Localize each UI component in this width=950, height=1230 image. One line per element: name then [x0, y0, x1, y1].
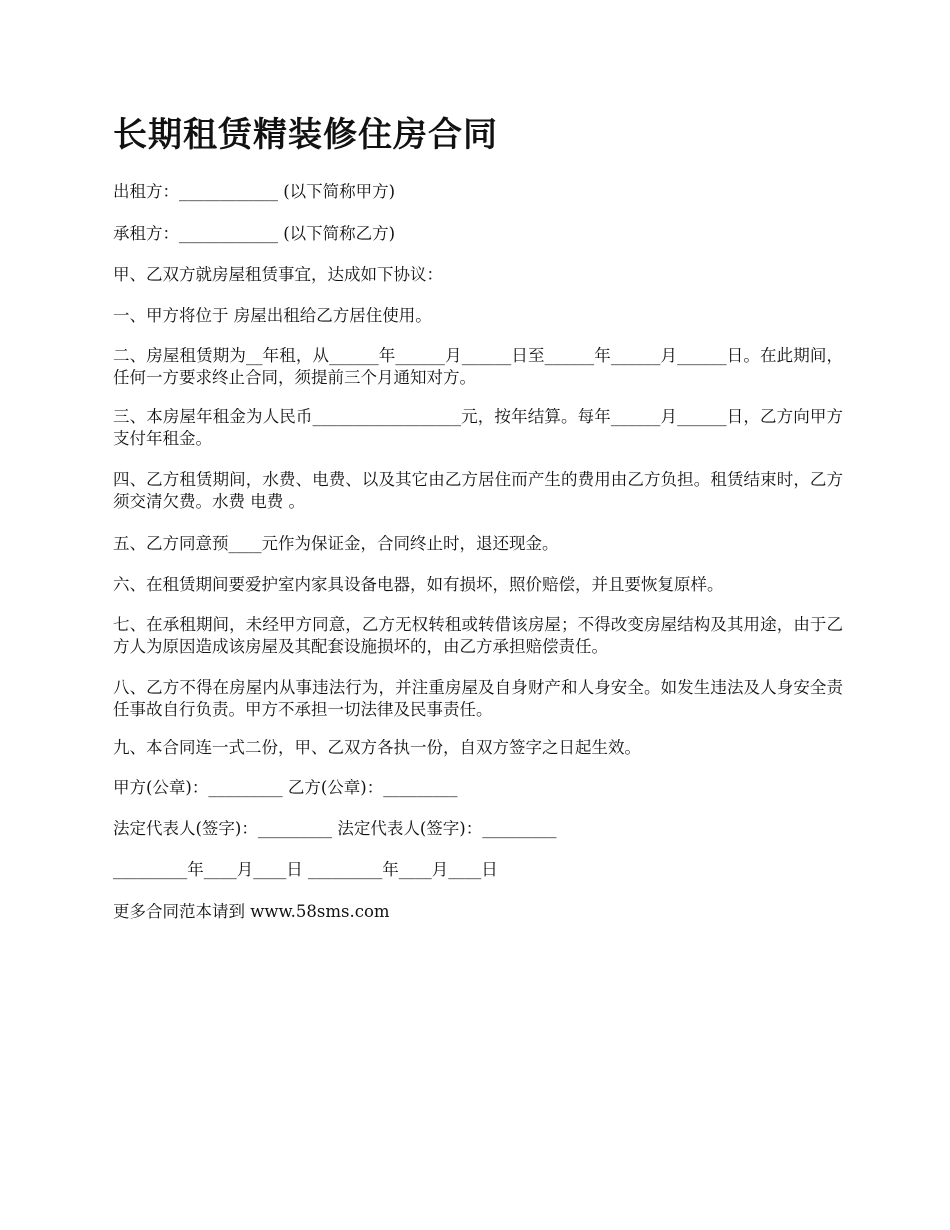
clause-6: 六、在租赁期间要爱护室内家具设备电器，如有损坏，照价赔偿，并且要恢复原样。	[113, 575, 724, 594]
clause-5: 五、乙方同意预____元作为保证金，合同终止时，退还现金。	[113, 534, 559, 553]
clause-8: 八、乙方不得在房屋内从事违法行为，并注重房屋及自身财产和人身安全。如发生违法及人身安全责任事故自行负责。甲方不承担一切法律及民事责任。	[113, 678, 843, 719]
footer-note: 更多合同范本请到 www.58sms.com	[113, 902, 390, 921]
clause-2: 二、房屋租赁期为__年租，从______年______月______日至______年______月______日。在此期间，任何一方要求终止合同，须提前三个月通知对方。	[113, 346, 843, 387]
lessor-line: 出租方：____________ (以下简称甲方)	[113, 182, 396, 201]
intro-paragraph: 甲、乙双方就房屋租赁事宜，达成如下协议：	[113, 265, 443, 284]
clause-1: 一、甲方将位于 房屋出租给乙方居住使用。	[113, 306, 432, 325]
clause-4: 四、乙方租赁期间，水费、电费、以及其它由乙方居住而产生的费用由乙方负担。租赁结束时，乙方须交清欠费。水费 电费 。	[113, 470, 843, 511]
lessee-line: 承租方：____________ (以下简称乙方)	[113, 224, 396, 243]
date-line: _________年____月____日 _________年____月____日	[113, 860, 498, 879]
clause-3: 三、本房屋年租金为人民币__________________元，按年结算。每年______月______日，乙方向甲方支付年租金。	[113, 407, 843, 448]
clause-7: 七、在承租期间，未经甲方同意，乙方无权转租或转借该房屋；不得改变房屋结构及其用途，由于乙方人为原因造成该房屋及其配套设施损坏的，由乙方承担赔偿责任。	[113, 615, 843, 656]
document-title: 长期租赁精装修住房合同	[113, 115, 498, 155]
seal-signature-line: 甲方(公章)：_________ 乙方(公章)：_________	[113, 778, 458, 797]
representative-signature-line: 法定代表人(签字)：_________ 法定代表人(签字)：_________	[113, 819, 557, 838]
clause-9: 九、本合同连一式二份，甲、乙双方各执一份，自双方签字之日起生效。	[113, 738, 641, 757]
